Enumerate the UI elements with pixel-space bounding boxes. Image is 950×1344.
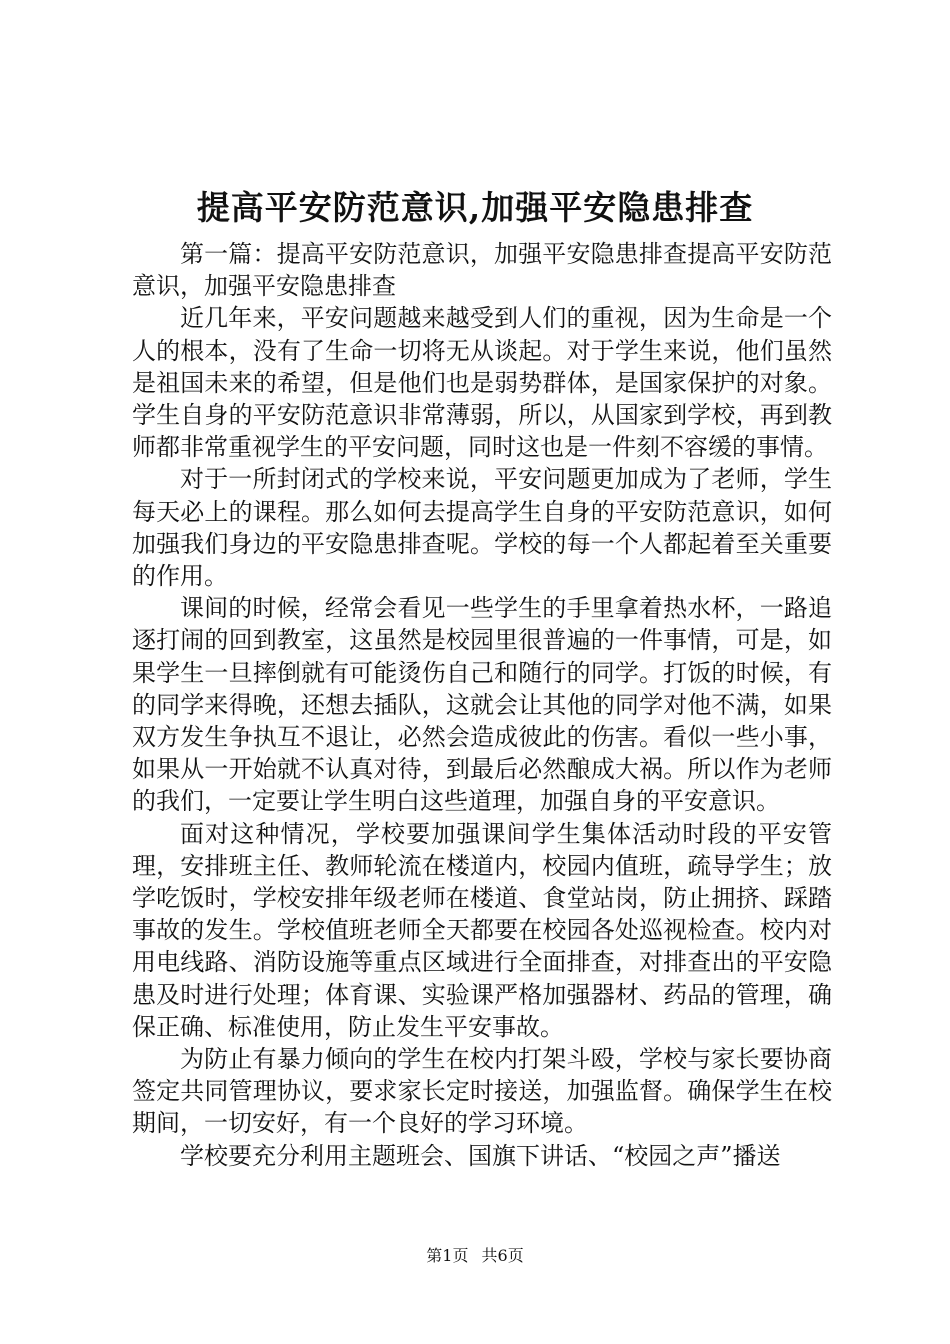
document-title: 提高平安防范意识,加强平安隐患排查: [196, 188, 754, 227]
paragraph: 对于一所封闭式的学校来说，平安问题更加成为了老师，学生每天必上的课程。那么如何去提高学生自身的平安防范意识，如何加强我们身边的平安隐患排查呢。学校的每一个人都起着至关重要的作用。: [132, 465, 832, 591]
document-body: [132, 238, 832, 1172]
paragraph: 为防止有暴力倾向的学生在校内打架斗殴，学校与家长要协商签定共同管理协议，要求家长定时接送，加强监督。确保学生在校期间，一切安好，有一个良好的学习环境。: [132, 1045, 832, 1138]
page-footer: [0, 1245, 950, 1267]
paragraph: 课间的时候，经常会看见一些学生的手里拿着热水杯，一路追逐打闹的回到教室，这虽然是校园里很普遍的一件事情，可是，如果学生一旦摔倒就有可能烫伤自己和随行的同学。打饭的时候，有的同学来得晚，还想去插队，这就会让其他的同学对他不满，如果双方发生争执互不退让，必然会造成彼此的伤害。看似一些小事，如果从一开始就不认真对待，到最后必然酿成大祸。所以作为老师的我们，一定要让学生明白这些道理，加强自身的平安意识。: [132, 594, 832, 816]
paragraph: 第一篇：提高平安防范意识，加强平安隐患排查提高平安防范意识，加强平安隐患排查: [132, 240, 832, 301]
paragraph: 近几年来，平安问题越来越受到人们的重视，因为生命是一个人的根本，没有了生命一切将无从谈起。对于学生来说，他们虽然是祖国未来的希望，但是他们也是弱势群体，是国家保护的对象。学生自身的平安防范意识非常薄弱，所以，从国家到学校，再到教师都非常重视学生的平安问题，同时这也是一件刻不容缓的事情。: [132, 304, 832, 462]
page-number: 第1页: [426, 1246, 469, 1265]
paragraph: 面对这种情况，学校要加强课间学生集体活动时段的平安管理，安排班主任、教师轮流在楼道内，校园内值班，疏导学生；放学吃饭时，学校安排年级老师在楼道、食堂站岗，防止拥挤、踩踏事故的发生。学校值班老师全天都要在校园各处巡视检查。校内对用电线路、消防设施等重点区域进行全面排查，对排查出的平安隐患及时进行处理；体育课、实验课严格加强器材、药品的管理，确保正确、标准使用，防止发生平安事故。: [132, 819, 832, 1041]
paragraph: 学校要充分利用主题班会、国旗下讲话、“校园之声”播送: [180, 1141, 781, 1170]
page-total: 共6页: [481, 1246, 524, 1265]
